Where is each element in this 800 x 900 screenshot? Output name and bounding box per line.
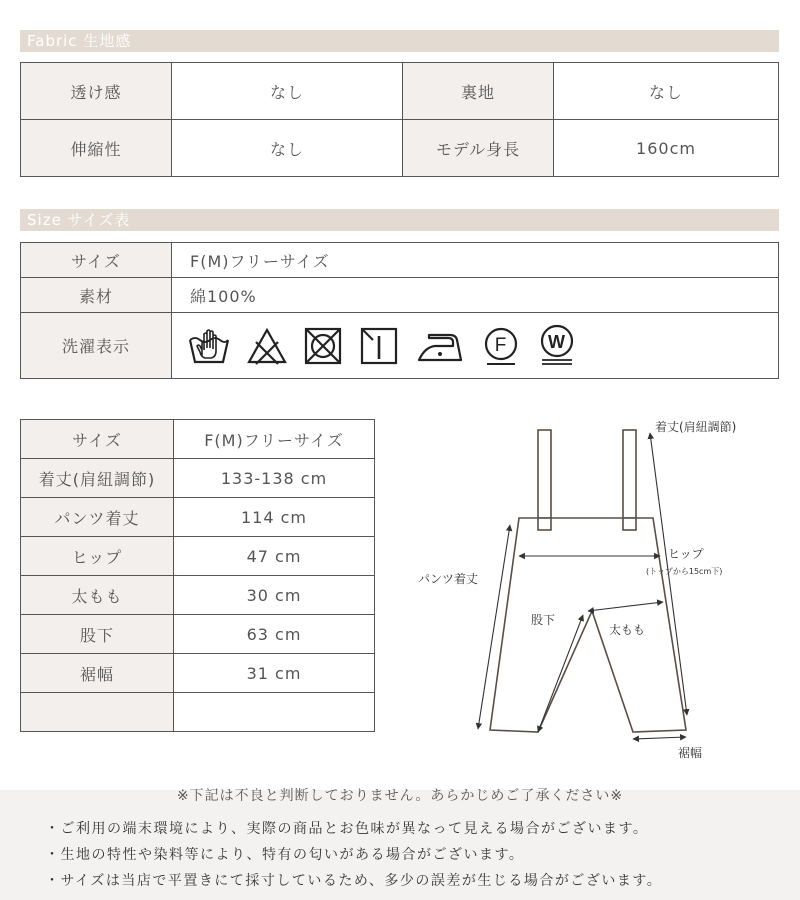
spec-value-material: 綿100%	[172, 278, 779, 313]
table-row	[21, 615, 375, 654]
table-row	[21, 243, 779, 278]
table-row	[21, 576, 375, 615]
size-section-title: Size サイズ表	[20, 209, 779, 231]
wet-clean-w-icon	[537, 324, 577, 368]
fabric-table	[20, 62, 779, 177]
line-dry-shade-icon	[359, 326, 399, 366]
table-row	[21, 313, 779, 379]
fabric-label-lining: 裏地	[403, 63, 554, 120]
measure-label	[21, 693, 174, 732]
pants-length-label: パンツ着丈	[418, 572, 479, 586]
note-line: ・サイズは当店で平置きにて採寸しているため、多少の誤差が生じる場合がございます。	[45, 873, 663, 889]
note-line: ・生地の特性や染料等により、特有の匂いがある場合がございます。	[45, 847, 525, 863]
measure-header-label: サイズ	[21, 420, 174, 459]
low-iron-icon	[415, 326, 465, 366]
table-row	[21, 120, 779, 177]
table-row	[21, 459, 375, 498]
spec-label-size: サイズ	[21, 243, 172, 278]
measure-label: パンツ着丈	[21, 498, 174, 537]
hip-label: ヒップ	[668, 547, 704, 561]
no-tumble-dry-icon	[303, 326, 343, 366]
measure-value: 133-138 cm	[174, 459, 375, 498]
note-line: ・ご利用の端末環境により、実際の商品とお色味が異なって見える場合がございます。	[45, 821, 649, 837]
inseam-label: 股下	[531, 613, 556, 627]
spec-label-care: 洗濯表示	[21, 313, 172, 379]
measure-label: 裾幅	[21, 654, 174, 693]
measure-value: 31 cm	[174, 654, 375, 693]
measure-value: 30 cm	[174, 576, 375, 615]
measure-value: 114 cm	[174, 498, 375, 537]
measure-value	[174, 693, 375, 732]
table-row	[21, 537, 375, 576]
length-label: 着丈(肩紐調節)	[655, 420, 737, 434]
measure-value: 47 cm	[174, 537, 375, 576]
table-row	[21, 693, 375, 732]
no-bleach-icon	[247, 326, 287, 366]
notes-title: ※下記は不良と判断しておりません。あらかじめご了承ください※	[176, 788, 624, 804]
spec-label-material: 素材	[21, 278, 172, 313]
table-row	[21, 63, 779, 120]
fabric-label-stretch: 伸縮性	[21, 120, 172, 177]
measure-label: 股下	[21, 615, 174, 654]
table-row	[21, 654, 375, 693]
left-strap	[538, 430, 551, 530]
table-row	[21, 498, 375, 537]
fabric-label-model-height: モデル身長	[403, 120, 554, 177]
fabric-value-model-height: 160cm	[554, 120, 779, 177]
spec-table	[20, 242, 779, 379]
wet-clean-letter: W	[548, 331, 566, 352]
measure-label: ヒップ	[21, 537, 174, 576]
table-row	[21, 278, 779, 313]
fabric-label-sheer: 透け感	[21, 63, 172, 120]
measure-value: 63 cm	[174, 615, 375, 654]
table-row	[21, 420, 375, 459]
hem-label: 裾幅	[678, 746, 703, 760]
dry-clean-f-icon	[481, 326, 521, 366]
hip-note: (トップから15cm下)	[646, 567, 723, 576]
right-strap	[623, 430, 636, 530]
dry-clean-letter: F	[494, 334, 508, 356]
hand-wash-icon	[187, 326, 231, 366]
care-icons-cell	[172, 313, 779, 379]
fabric-value-lining: なし	[554, 63, 779, 120]
garment-diagram	[400, 415, 790, 775]
hem-arrow	[633, 737, 686, 739]
thigh-label: 太もも	[609, 623, 646, 637]
spec-value-size: F(M)フリーサイズ	[172, 243, 779, 278]
measure-label: 着丈(肩紐調節)	[21, 459, 174, 498]
garment-outline	[490, 518, 686, 732]
measure-table	[20, 419, 375, 732]
measure-header-value: F(M)フリーサイズ	[174, 420, 375, 459]
fabric-section-title: Fabric 生地感	[20, 30, 779, 52]
measure-label: 太もも	[21, 576, 174, 615]
fabric-value-stretch: なし	[172, 120, 403, 177]
fabric-value-sheer: なし	[172, 63, 403, 120]
